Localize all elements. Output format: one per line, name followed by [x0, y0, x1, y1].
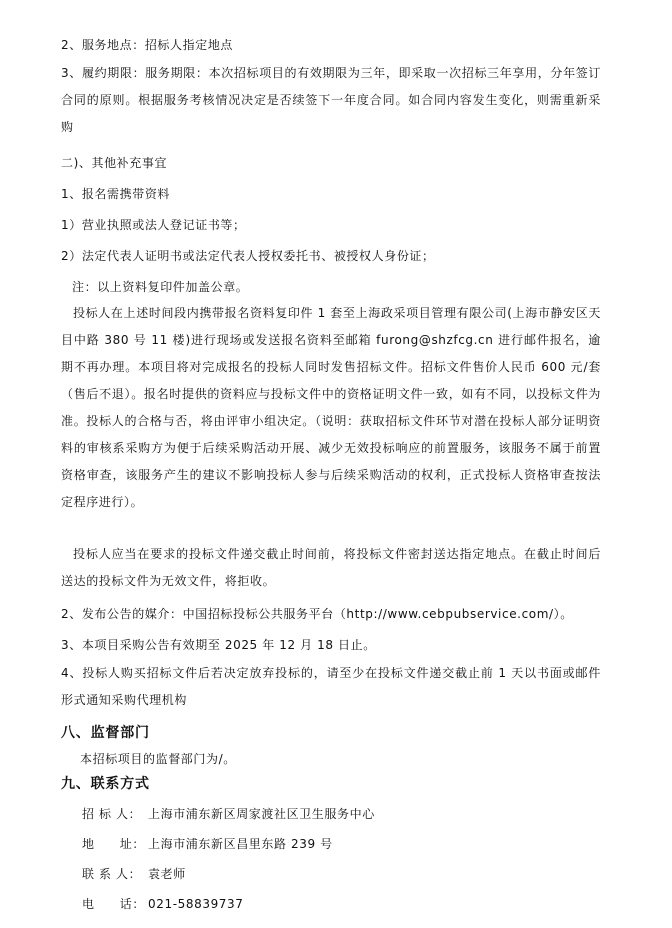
other-matters-heading: 二)、其他补充事宜: [61, 156, 168, 170]
contact-label: 地 址：: [82, 837, 146, 851]
bidder-instructions-paragraph: 投标人在上述时间段内携带报名资料复印件 1 套至上海政采项目管理有限公司(上海市静安区天目中路 380 号 11 楼)进行现场或发送报名资料至邮箱 furong@shzfcg.cn 进行邮件报名，逾期不再办理。本项目将对完成报名的投标人同时发售招标文件。招标文件售价人民币 600 元/套（售后不退）。报名时提供的资料应与投标文件中的资格证明文件一致，如有不同，以投标文件为准。投标人的合格与否，将由评审小组决定。（说明：获取招标文件环节对潜在投标人部分证明资料的审核系采购方为便于后续采购活动开展、减少无效投标响应的前置服务，该服务不属于前置资格审查，该服务产生的建议不影响投标人参与后续采购活动的权利，正式投标人资格审查按法定程序进行）。: [61, 306, 601, 509]
contact-value: 袁老师: [148, 867, 186, 881]
performance-period-item: 3、履约期限：服务期限：本次招标项目的有效期限为三年，即采取一次招标三年享用，分年签订合同的原则。根据服务考核情况决定是否续签下一年度合同。如合同内容发生变化，则需重新采购: [61, 66, 601, 134]
publication-media-item: 2、发布公告的媒介：中国招标投标公共服务平台（http://www.cebpubservice.com/）。: [61, 607, 573, 621]
registration-materials-item: 1、报名需携带资料: [61, 187, 171, 201]
contact-value: 上海市浦东新区周家渡社区卫生服务中心: [148, 807, 375, 821]
supervision-heading: 八、监督部门: [61, 725, 150, 741]
material-item-2: 2）法定代表人证明书或法定代表人授权委托书、被授权人身份证；: [61, 249, 435, 263]
supervision-text: 本招标项目的监督部门为/。: [80, 752, 236, 766]
material-note: 注：以上资料复印件加盖公章。: [72, 280, 249, 294]
contact-label: 联 系 人：: [82, 867, 142, 881]
contact-row-bidder: [82, 806, 375, 822]
contact-value: 021-58839737: [148, 897, 244, 911]
contact-value: 上海市浦东新区昌里东路 239 号: [148, 837, 333, 851]
contact-row-address: [82, 836, 333, 852]
service-location-item: 2、服务地点：招标人指定地点: [61, 38, 234, 52]
contact-heading: 九、联系方式: [61, 776, 150, 792]
material-item-1: 1）营业执照或法人登记证书等；: [61, 218, 246, 232]
contact-row-phone: [82, 896, 244, 912]
contact-row-person: [82, 866, 186, 882]
submission-deadline-paragraph: 投标人应当在要求的投标文件递交截止时间前，将投标文件密封送达指定地点。在截止时间后送达的投标文件为无效文件，将拒收。: [61, 547, 601, 588]
contact-label: 招 标 人：: [82, 807, 142, 821]
contact-label: 电 话：: [82, 897, 146, 911]
withdrawal-notice-item: 4、投标人购买招标文件后若决定放弃投标的，请至少在投标文件递交截止前 1 天以书面或邮件形式通知采购代理机构: [61, 666, 601, 707]
announcement-validity-item: 3、本项目采购公告有效期至 2025 年 12 月 18 日止。: [61, 638, 376, 652]
